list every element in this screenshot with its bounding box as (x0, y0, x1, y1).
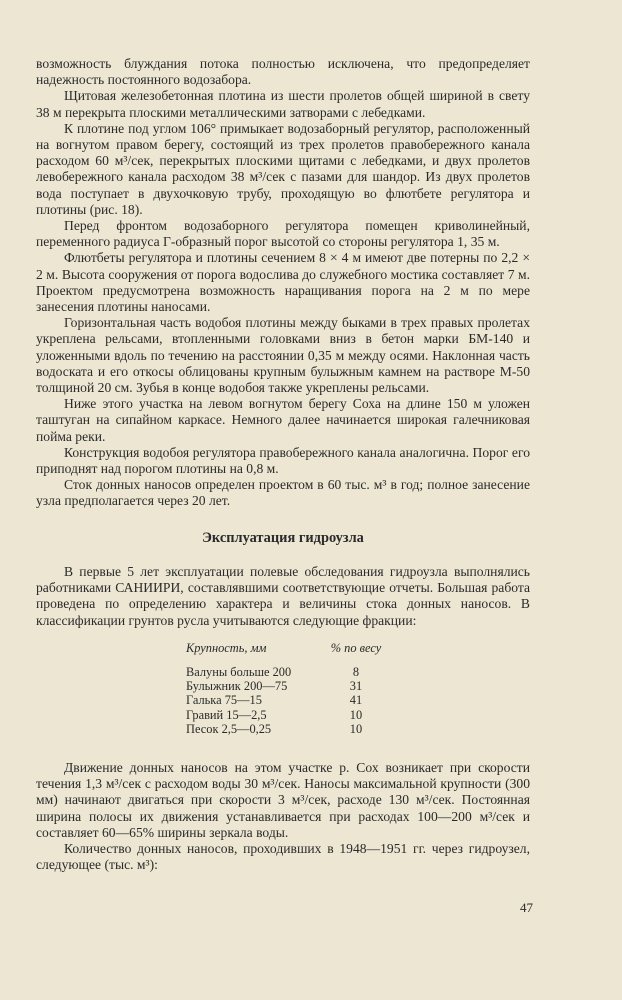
paragraph-4: Перед фронтом водозаборного регулятора помещен криволинейный, переменного радиуса Г-образный порог высотой со стороны регулятора 1, 35 м. (36, 218, 530, 250)
table-row (186, 679, 396, 693)
fraction-percent: 10 (349, 721, 363, 736)
fraction-percent: 41 (349, 693, 363, 708)
table-row (186, 693, 396, 707)
table-row (186, 708, 396, 722)
section-heading: Эксплуатация гидроузла (202, 529, 364, 546)
page-text (36, 56, 530, 873)
paragraph-intro: В первые 5 лет эксплуатации полевые обследования гидроузла выполнялись работниками САНИИРИ, составлявшими соответствующие отчеты. Большая работа проведена по определению характера и величины стока донных наносов. В классификации грунтов русла учитываются следующие фракции: (36, 563, 530, 628)
fraction-percent: 31 (349, 679, 363, 694)
table-row (186, 722, 396, 736)
paragraph-1: возможность блуждания потока полностью исключена, что предопределяет надежность постоянного водозабора. (36, 56, 530, 88)
table-row (186, 665, 396, 679)
paragraph-8: Конструкция водобоя регулятора правобережного канала аналогична. Порог его приподнят над порогом плотины на 0,8 м. (36, 444, 530, 477)
fraction-name: Песок 2,5—0,25 (186, 721, 272, 736)
paragraph-9: Сток донных наносов определен проектом в 60 тыс. м³ в год; полное занесение узла предполагается через 20 лет. (36, 477, 530, 509)
fraction-percent: 8 (352, 664, 360, 679)
paragraph-10: Движение донных наносов на этом участке р. Сох возникает при скорости течения 1,3 м³/сек с расходом воды 30 м³/сек. Наносы максимальной крупности (300 мм) начинают двигаться при скорости 3 м³/сек, расходе 130 м³/сек. Постоянная ширина полосы их движения устанавливается при расходах 100—200 м³/сек и составляет 60—65% ширины зеркала воды. (36, 759, 530, 840)
paragraph-5: Флютбеты регулятора и плотины сечением 8 × 4 м имеют две потерны по 2,2 × 2 м. Высота сооружения от порога водослива до служебного мостика составляет 7 м. Проектом предусмотрена возможность наращивания порога на 2 м по мере занесения плотины наносами. (36, 250, 530, 315)
header-size: Крупность, мм (186, 640, 267, 655)
paragraph-3: К плотине под углом 106° примыкает водозаборный регулятор, расположенный на вогнутом правом берегу, состоящий из трех пролетов правобережного канала расходом 60 м³/сек, перекрытых плоскими щитами с лебедками, и двух пролетов левобережного канала расходом 38 м³/сек с пазами для шандор. Из двух пролетов вода поступает в двухочковую трубу, проходящую во флютбете регулятора и плотины (рис. 18). (36, 120, 530, 217)
fractions-table (186, 641, 396, 736)
table-header (186, 641, 396, 665)
paragraph-6: Горизонтальная часть водобоя плотины между быками в трех правых пролетах укреплена рельсами, втопленными головками вниз в бетон марки БМ-140 и уложенными вдоль по течению на расстоянии 0,35 м между осями. Наклонная часть водоската и его откосы облицованы крупным булыжным камнем на растворе М-50 толщиной 20 см. Зубья в конце водобоя также укреплены рельсами. (36, 315, 530, 396)
fraction-percent: 10 (349, 707, 363, 722)
fraction-name: Валуны больше 200 (186, 664, 292, 679)
paragraph-7: Ниже этого участка на левом вогнутом берегу Соха на длине 150 м уложен таштуган на сипайном каркасе. Немного далее начинается широкая галечниковая пойма реки. (36, 396, 530, 444)
page-number: 47 (520, 900, 533, 915)
header-percent: % по весу (330, 640, 382, 655)
fraction-name: Галька 75—15 (186, 693, 262, 708)
paragraph-11: Количество донных наносов, проходивших в 1948—1951 гг. через гидроузел, следующее (тыс. м³): (36, 840, 530, 873)
fraction-name: Гравий 15—2,5 (186, 707, 267, 722)
paragraph-2: Щитовая железобетонная плотина из шести пролетов общей шириной в свету 38 м перекрыта плоскими металлическими затворами с лебедками. (36, 88, 530, 120)
fraction-name: Булыжник 200—75 (186, 679, 288, 694)
